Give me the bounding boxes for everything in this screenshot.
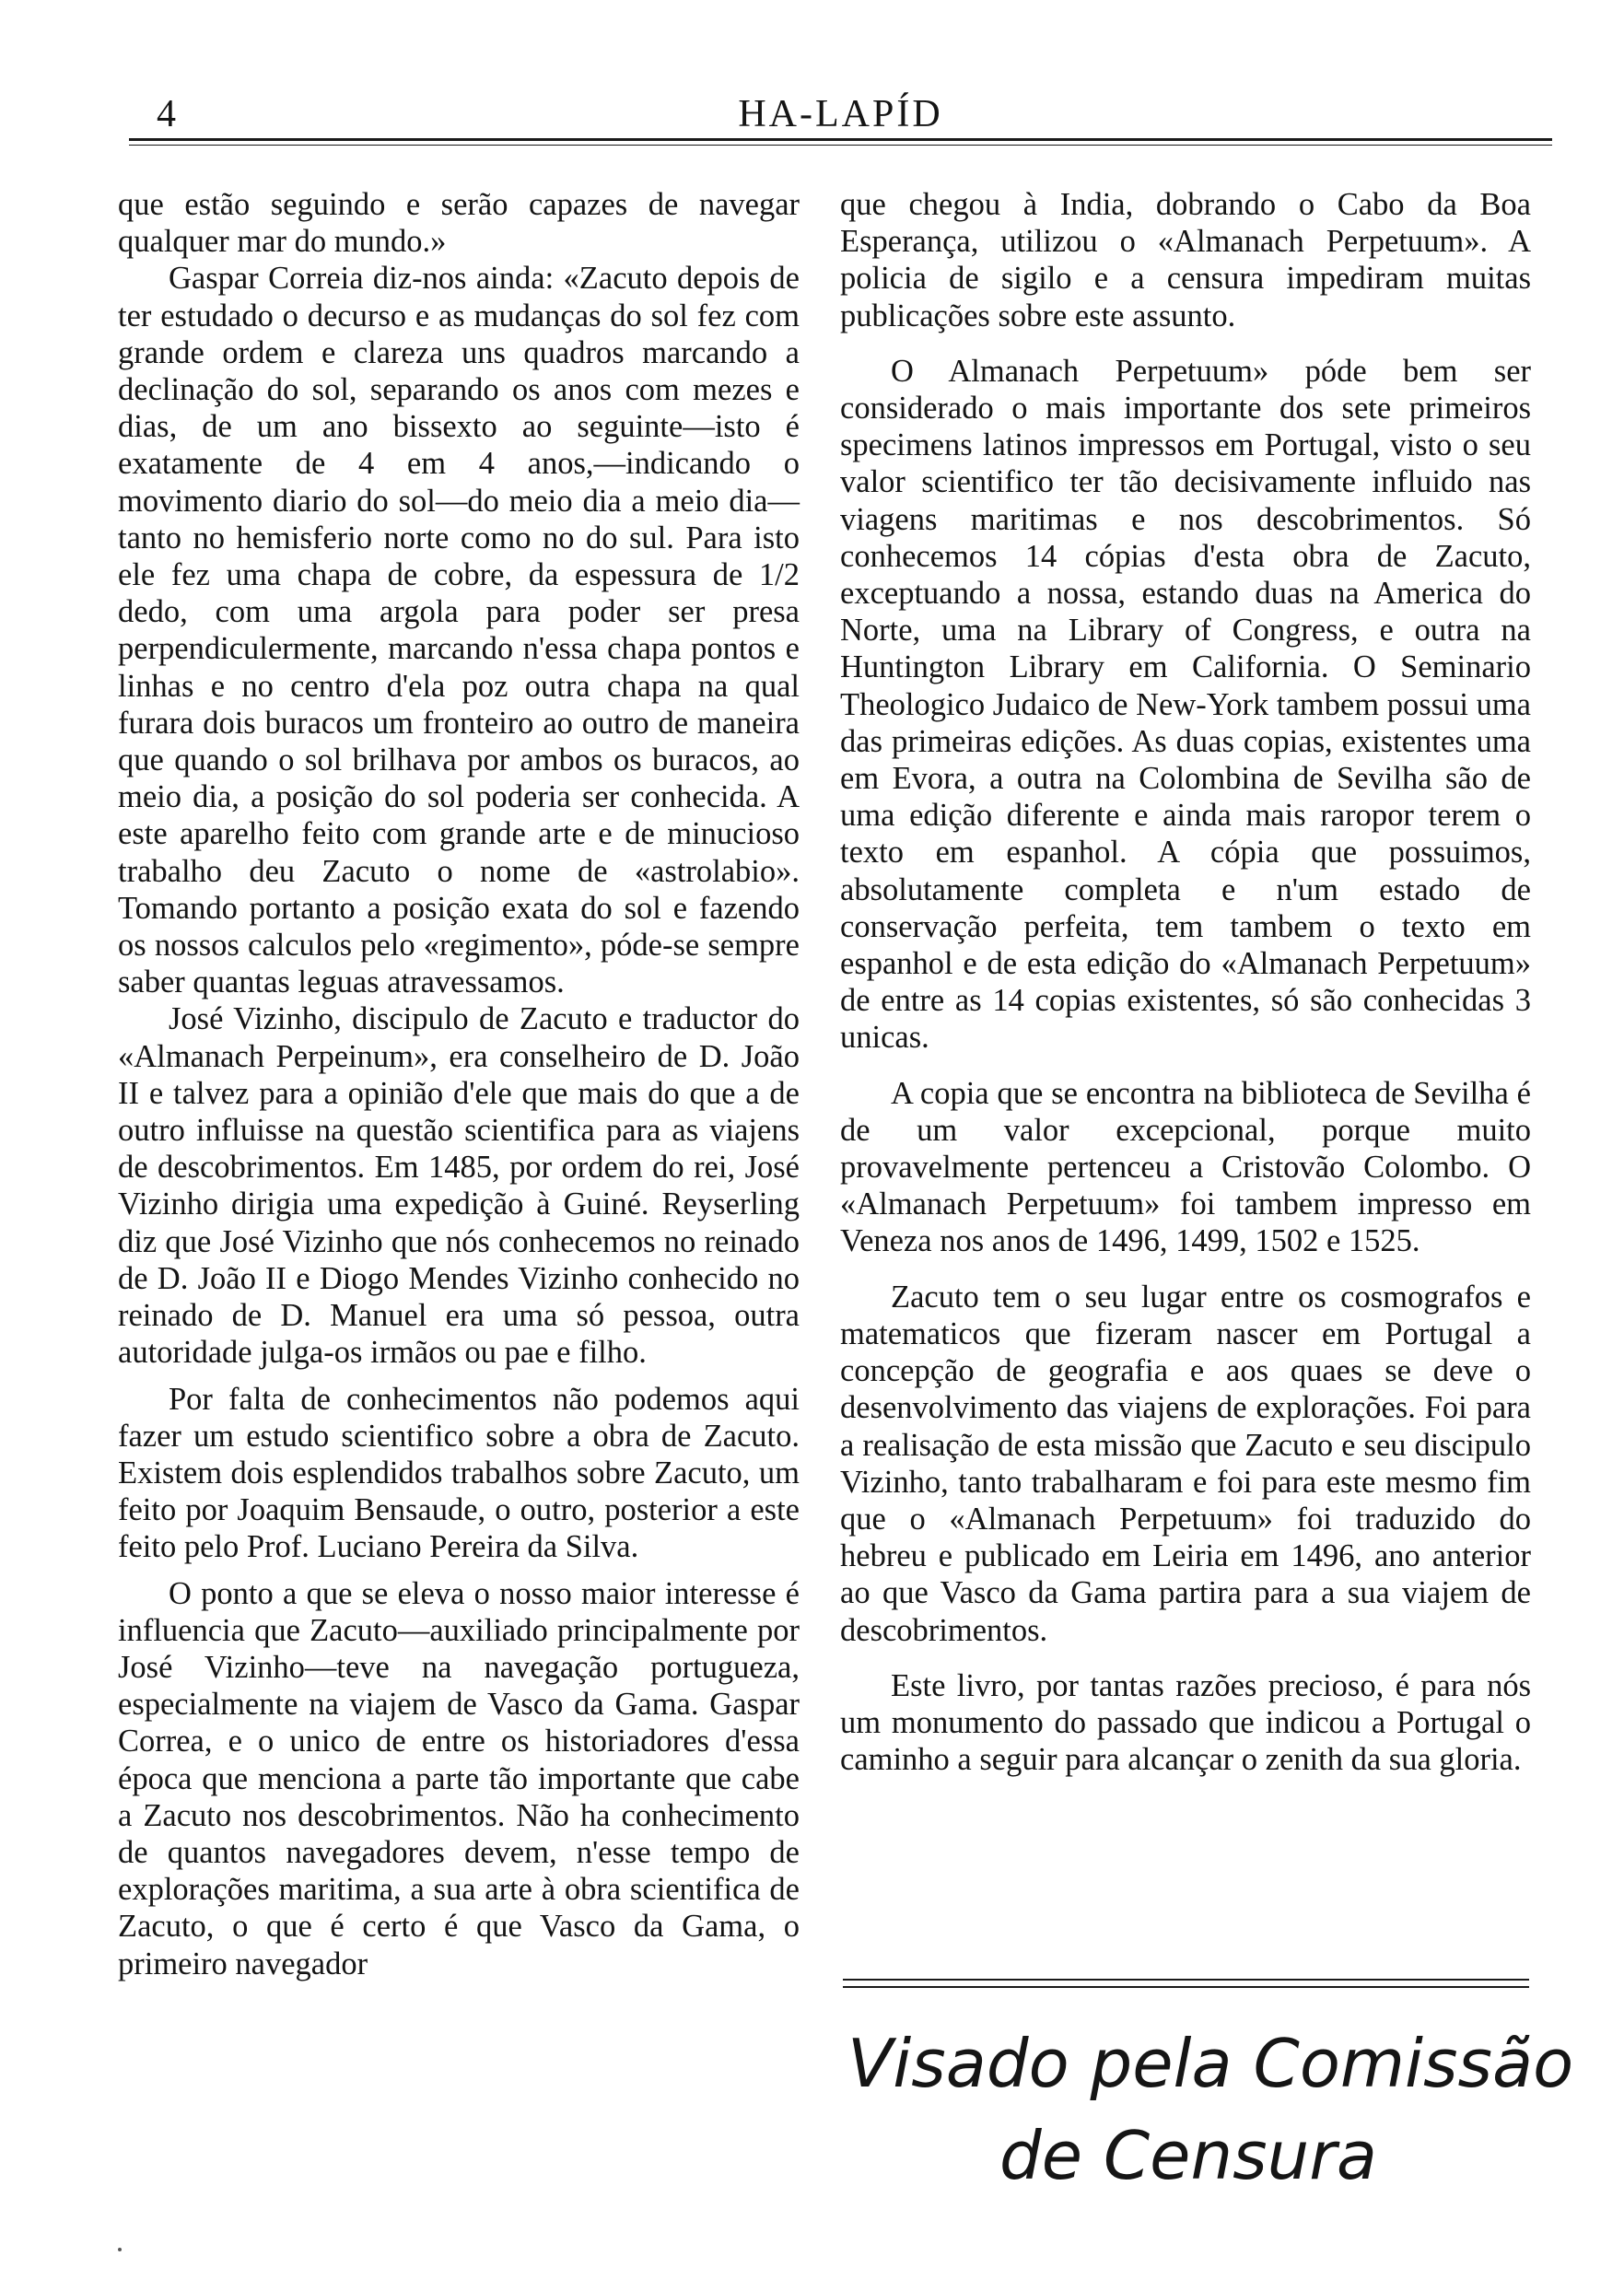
paragraph: Por falta de conhecimentos não podemos aqui fazer um estudo scientifico sobre a obra de Zacuto. Existem dois esplendidos trabalhos sobre Zacuto, um feito por Joaquim Bensaude, o outro, posterior a este feito pelo Prof. Luciano Pereira da Silva. [118,1381,800,1565]
paragraph: Zacuto tem o seu lugar entre os cosmografos e matematicos que fizeram nascer em Portugal a concepção de geografia e aos quaes se deve o desenvolvimento das viajens de explorações. Foi para a realisação de esta missão que Zacuto e seu discipulo Vizinho, tanto trabalharam e foi para este mesmo fim que o «Almanach Perpetuum» foi traduzido do hebreu e publicado em Leiria em 1496, ano anterior ao que Vasco da Gama partira para a sua viajem de descobrimentos. [840,1279,1531,1648]
page-number: 4 [157,93,176,135]
header-rule-thin [129,145,1552,146]
print-speck [118,2248,122,2251]
paragraph: O Almanach Perpetuum» póde bem ser considerado o mais importante dos sete primeiros specimens latinos impressos em Portugal, visto o seu valor scientifico ter tão decisivamente influido nas viagens maritimas e nos descobrimentos. Só conhecemos 14 cópias d'esta obra de Zacuto, exceptuando a nossa, estando duas na America do Norte, uma na Library of Congress, e outra na Huntington Library em California. O Seminario Theologico Judaico de New-York tambem possui uma das primeiras edições. As duas copias, existentes uma em Evora, a outra na Colombina de Sevilha são de uma edição diferente e ainda mais raropor terem o texto em espanhol. A cópia que possuimos, absolutamente completa e n'um estado de conservação perfeita, tem tambem o texto em espanhol e de esta edição do «Almanach Perpetuum» de entre as 14 copias existentes, só são conhecidas 3 unicas. [840,353,1531,1056]
left-column [118,186,800,1982]
paragraph: A copia que se encontra na biblioteca de Sevilha é de um valor excepcional, porque muito provavelmente pertenceu a Cristovão Colombo. O «Almanach Perpetuum» foi tambem impresso em Veneza nos anos de 1496, 1499, 1502 e 1525. [840,1075,1531,1259]
running-header [129,90,1552,136]
paragraph: Este livro, por tantas razões precioso, é para nós um monumento do passado que indicou a Portugal o caminho a seguir para alcançar o zenith da sua gloria. [840,1667,1531,1778]
end-rule [843,1979,1529,1981]
paragraph: José Vizinho, discipulo de Zacuto e traductor do «Almanach Perpeinum», era conselheiro de D. João II e talvez para a opinião d'ele que mais do que a de outro influisse na questão scientifica para as viajens de descobrimentos. Em 1485, por ordem do rei, José Vizinho dirigia uma expedição à Guiné. Reyserling diz que José Vizinho que nós conhecemos no reinado de D. João II e Diogo Mendes Vizinho conhecido no reinado de D. Manuel era uma só pessoa, outra autoridade julga-os irmãos ou pae e filho. [118,1001,800,1371]
paragraph: Gaspar Correia diz-nos ainda: «Zacuto depois de ter estudado o decurso e as mudanças do sol fez com grande ordem e clareza uns quadros marcando a declinação do sol, separando os anos com mezes e dias, de um ano bissexto ao seguinte—isto é exatamente de 4 em 4 anos,—indicando o movimento diario do sol—do meio dia a meio dia—tanto no hemisferio norte como no do sul. Para isto ele fez uma chapa de cobre, da espessura de 1/2 dedo, com uma argola para poder ser presa perpendiculermente, marcando n'essa chapa pontos e linhas e no centro d'ela poz outra chapa na qual furara dois buracos um fronteiro ao outro de maneira que quando o sol brilhava por ambos os buracos, ao meio dia, a posição do sol poderia ser conhecida. A este aparelho feito com grande arte e de minucioso trabalho deu Zacuto o nome de «astrolabio». Tomando portanto a posição exata do sol e fazendo os nossos calculos pelo «regimento», póde-se sempre saber quantas leguas atravessamos. [118,261,800,1000]
publication-title: HA-LAPÍD [738,93,943,135]
censorship-stamp [847,2017,1574,2202]
right-column [840,186,1531,1778]
paragraph: que estão seguindo e serão capazes de navegar qualquer mar do mundo.» [118,187,800,260]
stamp-line-1: Visado pela Comissão [847,2025,1574,2102]
end-rule-lower [843,1986,1529,1988]
paragraph: O ponto a que se eleva o nosso maior interesse é influencia que Zacuto—auxiliado principalmente por José Vizinho—teve na navegação portugueza, especialmente na viajem de Vasco da Gama. Gaspar Correa, e o unico de entre os historiadores d'essa época que menciona a parte tão importante que cabe a Zacuto nos descobrimentos. Não ha conhecimento de quantos navegadores devem, n'esse tempo de explorações maritima, a sua arte à obra scientifica de Zacuto, o que é certo é que Vasco da Gama, o primeiro navegador [118,1575,800,1981]
header-rule [129,138,1552,141]
stamp-line-2: de Censura [999,2117,1377,2194]
paragraph: que chegou à India, dobrando o Cabo da Boa Esperança, utilizou o «Almanach Perpetuum». A policia de sigilo e a censura impediram muitas publicações sobre este assunto. [840,187,1531,333]
